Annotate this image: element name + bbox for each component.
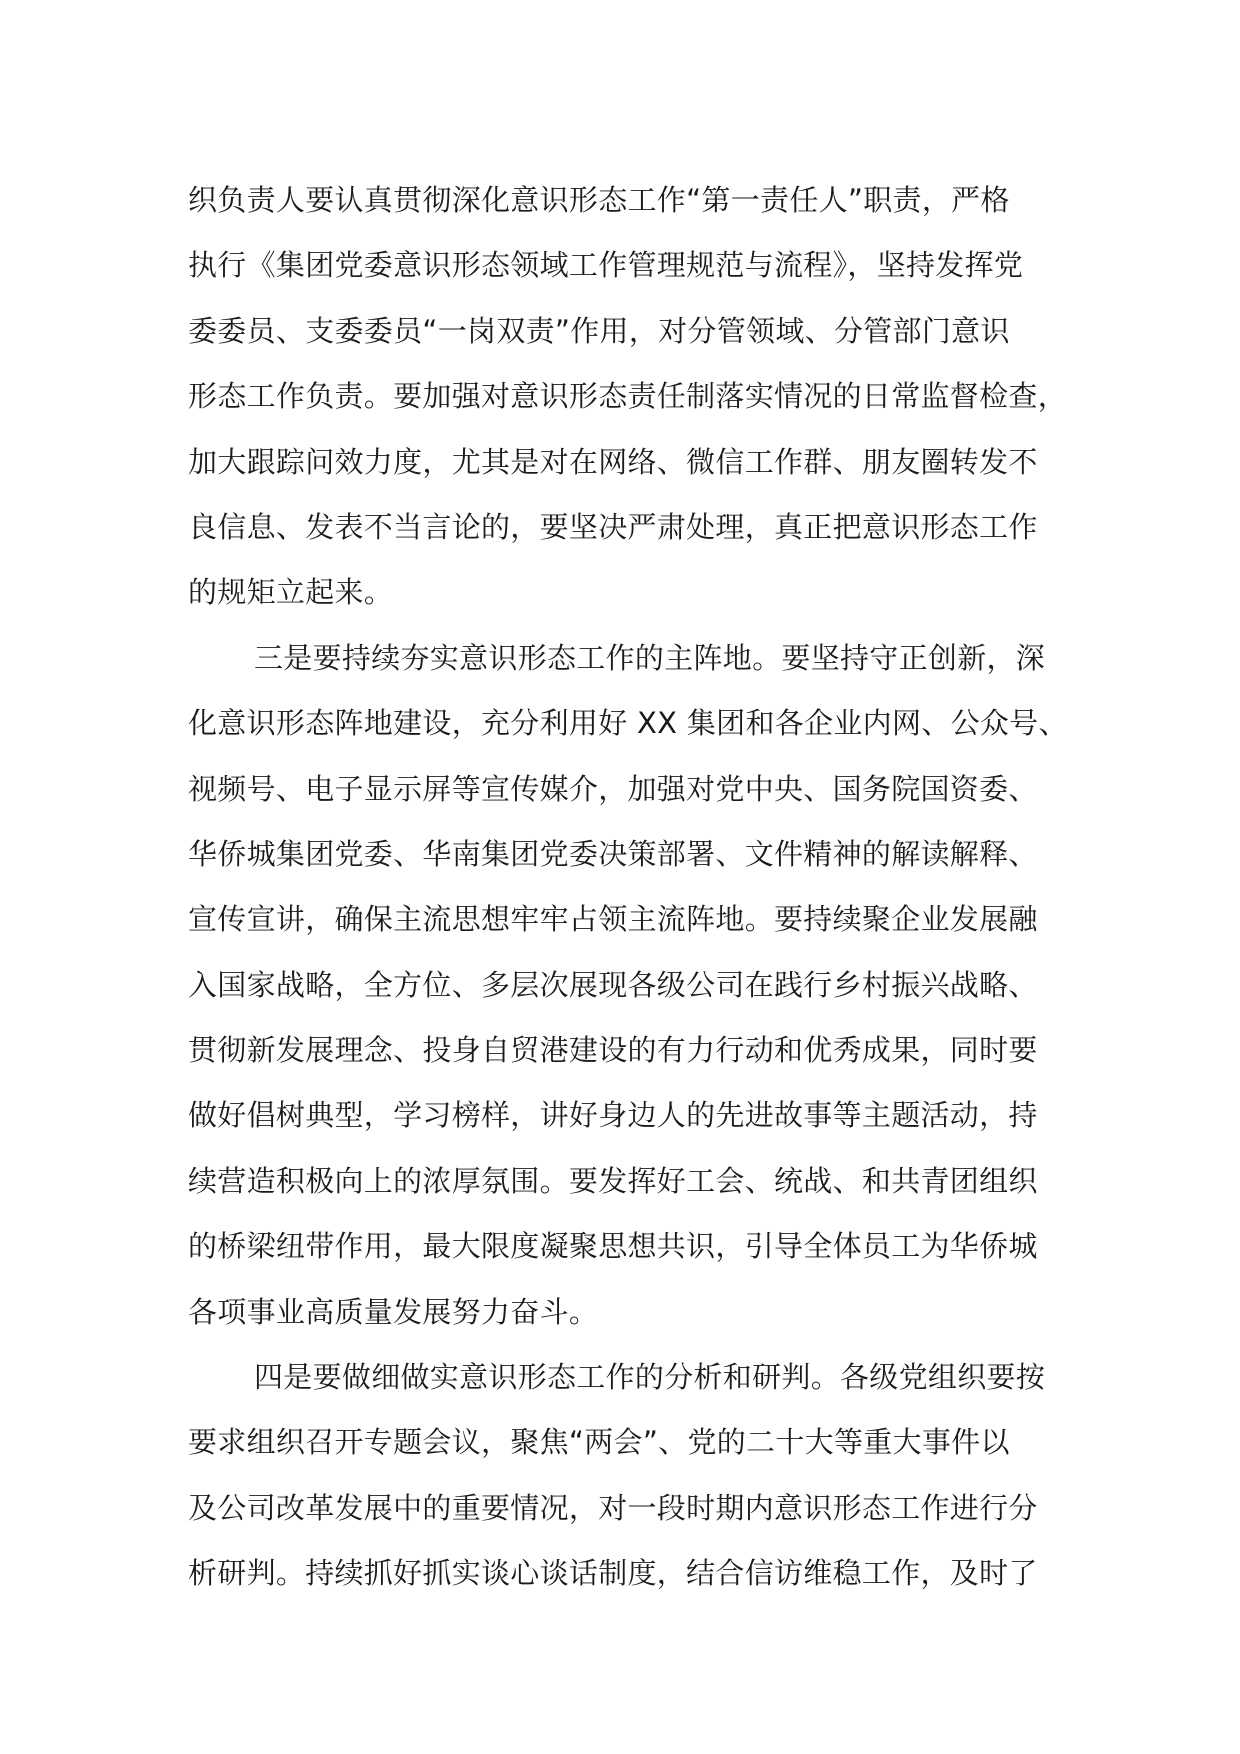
text-line: 的桥梁纽带作用，最大限度凝聚思想共识，引导全体员工为华侨城 [188, 1229, 1038, 1264]
text-line: 执行《集团党委意识形态领域工作管理规范与流程》，坚持发挥党 [188, 248, 1024, 283]
text-line: 续营造积极向上的浓厚氛围。要发挥好工会、统战、和共青团组织 [188, 1163, 1038, 1198]
text-line: 析研判。持续抓好抓实谈心谈话制度，结合信访维稳工作，及时了 [188, 1556, 1038, 1591]
text-line: 及公司改革发展中的重要情况，对一段时期内意识形态工作进行分 [188, 1490, 1038, 1525]
text-line: 贯彻新发展理念、投身自贸港建设的有力行动和优秀成果，同时要 [188, 1033, 1038, 1068]
text-line: 华侨城集团党委、华南集团党委决策部署、文件精神的解读解释、 [188, 836, 1038, 871]
text-line: 做好倡树典型，学习榜样，讲好身边人的先进故事等主题活动，持 [188, 1098, 1038, 1133]
text-line: 良信息、发表不当言论的，要坚决严肃处理，真正把意识形态工作 [188, 509, 1038, 544]
text-line: 入国家战略，全方位、多层次展现各级公司在践行乡村振兴战略、 [188, 967, 1038, 1002]
text-line: 加大跟踪问效力度，尤其是对在网络、微信工作群、朋友圈转发不 [188, 444, 1038, 479]
text-line: 委委员、支委委员“一岗双责”作用，对分管领域、分管部门意识 [188, 313, 1010, 348]
text-line: 要求组织召开专题会议，聚焦“两会”、党的二十大等重大事件以 [188, 1425, 1010, 1460]
text-line: 化意识形态阵地建设，充分利用好 XX 集团和各企业内网、公众号、 [188, 706, 1068, 741]
text-line: 织负责人要认真贯彻深化意识形态工作“第一责任人”职责，严格 [188, 183, 1010, 217]
document-body [188, 168, 1068, 1607]
text-line: 宣传宣讲，确保主流思想牢牢占领主流阵地。要持续聚企业发展融 [188, 902, 1038, 937]
text-line: 各项事业高质量发展努力奋斗。 [188, 1294, 599, 1329]
text-line: 形态工作负责。要加强对意识形态责任制落实情况的日常监督检查， [188, 379, 1068, 414]
paragraph-first-line: 三是要持续夯实意识形态工作的主阵地。要坚持守正创新，深 [254, 640, 1046, 675]
paragraph-first-line: 四是要做细做实意识形态工作的分析和研判。各级党组织要按 [254, 1360, 1046, 1395]
text-line: 视频号、电子显示屏等宣传媒介，加强对党中央、国务院国资委、 [188, 771, 1038, 806]
text-line: 的规矩立起来。 [188, 575, 394, 610]
